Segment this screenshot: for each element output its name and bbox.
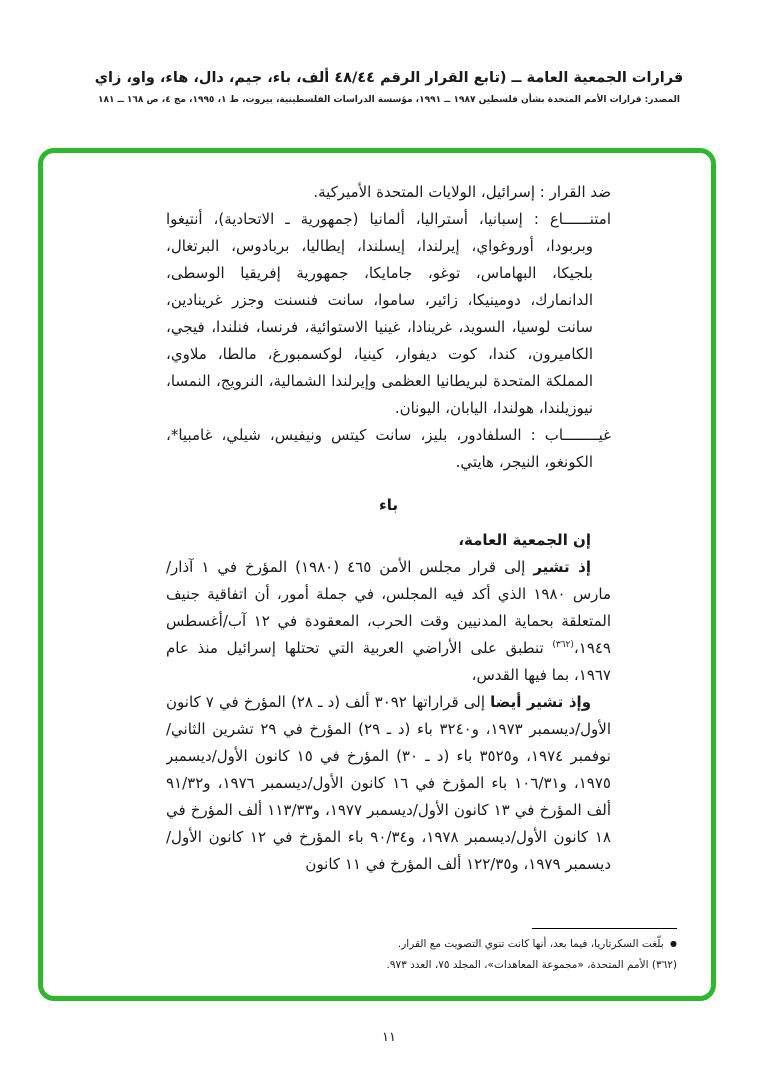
footnote-asterisk-text: بلّغت السكرتاريا، فيما بعد، أنها كانت تنوي التصويت مع القرار.	[397, 938, 664, 951]
resolution-text	[166, 179, 611, 928]
vote-absent-row	[166, 422, 611, 476]
paragraph-recalling-resolutions	[166, 689, 611, 878]
vote-against-value: إسرائيل، الولايات المتحدة الأميركية.	[313, 183, 535, 201]
paragraph-lead: وإذ تشير أيضا	[490, 693, 592, 711]
paragraph-lead: إذ تشير	[533, 558, 591, 576]
content-frame	[38, 148, 716, 1001]
paragraph-body: إلى قراراتها ٣٠٩٢ ألف (د ـ ٢٨) المؤرخ في ٧ كانون الأول/ديسمبر ١٩٧٣، و٣٢٤٠ باء (د ـ ٢٩) المؤرخ في ٢٩ تشرين الثاني/نوفمبر ١٩٧٤، و٣٥٢٥ باء (د ـ ٣٠) المؤرخ في ١٥ كانون الأول/ديسمبر ١٩٧٥، و١٠٦/٣١ باء المؤرخ في ١٦ كانون الأول/ديسمبر ١٩٧٦، و٩١/٣٢ ألف المؤرخ في ١٣ كانون الأول/ديسمبر ١٩٧٧، و١١٣/٣٣ ألف المؤرخ في ١٨ كانون الأول/ديسمبر ١٩٧٨، و٩٠/٣٤ باء المؤرخ في ١٢ كانون الأول/ديسمبر ١٩٧٩، و١٢٢/٣٥ ألف المؤرخ في ١١ كانون	[166, 693, 611, 873]
vote-absent-label: غيــــــــاب :	[530, 426, 611, 444]
vote-abstain-value: إسبانيا، أستراليا، ألمانيا (جمهورية ـ الاتحادية)، أنتيغوا وبربودا، أوروغواي، إيرلندا، إيسلندا، إيطاليا، بربادوس، البرتغال، بلجيكا، البهاماس، توغو، جامايكا، جمهورية إفريقيا الوسطى، الدانمارك، دومينيكا، زائير، ساموا، سانت فنسنت وجزر غرينادين، سانت لوسيا، السويد، غرينادا، غينيا الاستوائية، فرنسا، فنلندا، فيجي، الكاميرون، كندا، كوت ديفوار، كينيا، لوكسمبورغ، مالطا، ملاوي، المملكة المتحدة لبريطانيا العظمى وإيرلندا الشمالية، النرويج، النمسا، نيوزيلندا، هولندا، اليابان، اليونان.	[166, 210, 593, 417]
vote-against-label: ضد القرار :	[539, 183, 611, 201]
frame-inner	[43, 153, 711, 996]
vote-abstain-label: امتنــــــاع :	[533, 210, 611, 228]
footnote-ref-362: (٣٦٢)	[552, 640, 574, 650]
page-title: قرارات الجمعية العامة ــ (تابع القرار الرقم ٤٨/٤٤ ألف، باء، جيم، دال، هاء، واو، زاي	[94, 70, 684, 86]
bullet-icon: ●	[670, 938, 677, 948]
source-line: المصدر: قرارات الأمم المتحدة بشأن فلسطين ١٩٨٧ ــ ١٩٩١، مؤسسة الدراسات الفلسطينية، بيروت، ط ١، ١٩٩٥، مج ٤، ص ١٦٨ ــ ١٨١	[98, 95, 680, 105]
assembly-intro: إن الجمعية العامة،	[458, 531, 591, 549]
vote-absent-value: السلفادور، بليز، سانت كيتس ونيفيس، شيلي، غامبيا*، الكونغو، النيجر، هايتي.	[166, 426, 593, 471]
vote-against-row	[166, 179, 611, 206]
page-number: ١١	[382, 1030, 396, 1045]
footnote-separator	[532, 928, 677, 929]
page-header	[0, 70, 778, 105]
footnote-asterisk	[347, 936, 677, 954]
footnote-362: (٣٦٢) الأمم المتحدة، «مجموعة المعاهدات»، المجلد ٧٥، العدد ٩٧٣.	[386, 959, 677, 972]
footnotes-section	[347, 928, 677, 978]
paragraph-recalling-sc465	[166, 554, 611, 689]
vote-abstain-row	[166, 206, 611, 422]
paragraph-body-rest: تنطبق على الأراضي العربية التي تحتلها إسرائيل منذ عام ١٩٦٧، بما فيها القدس،	[166, 639, 611, 684]
paragraph-body: إلى قرار مجلس الأمن ٤٦٥ (١٩٨٠) المؤرخ في ١ آذار/مارس ١٩٨٠ الذي أكد فيه المجلس، في جملة أمور، أن اتفاقية جنيف المتعلقة بحماية المدنيين وقت الحرب، المعقودة في ١٢ آب/أغسطس ١٩٤٩،	[166, 558, 611, 657]
section-heading: باء	[379, 496, 398, 514]
